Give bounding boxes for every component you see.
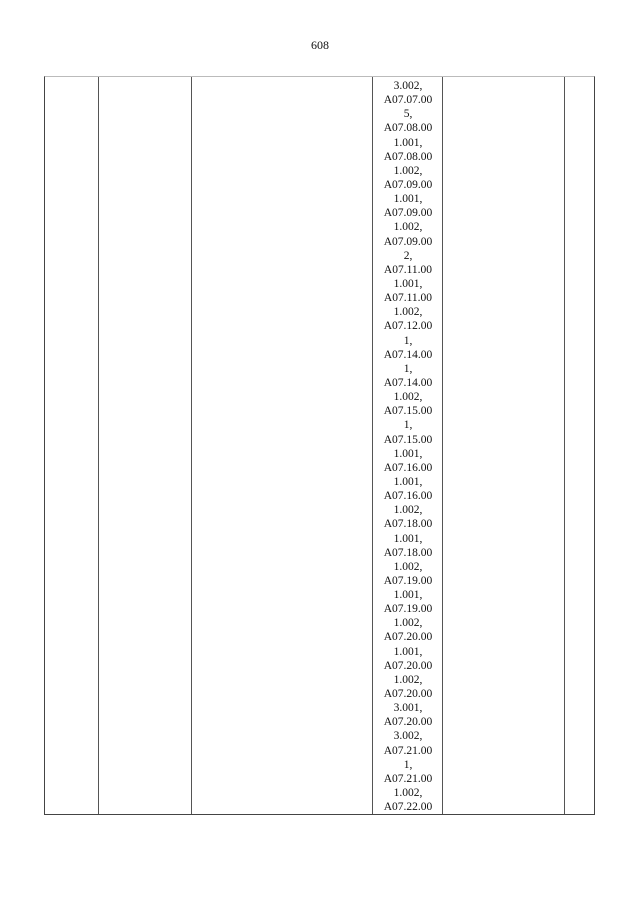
service-code-line: A07.09.00 (383, 178, 433, 191)
page-number: 608 (311, 38, 329, 52)
service-code-line: A07.16.00 (383, 461, 433, 474)
service-code-line: A07.11.00 (383, 292, 433, 305)
service-code-line: 1.002, (393, 787, 423, 800)
service-code-line: A07.08.00 (383, 122, 433, 135)
service-code-line: 1.001, (393, 645, 423, 658)
column-divider-1 (98, 77, 99, 814)
table-frame (44, 76, 595, 815)
service-code-line: 1.002, (393, 391, 423, 404)
service-code-line: A07.20.00 (383, 716, 433, 729)
column-divider-2 (191, 77, 192, 814)
service-code-line: A07.20.00 (383, 631, 433, 644)
service-code-line: A07.09.00 (383, 207, 433, 220)
service-code-line: 1.001, (393, 589, 423, 602)
column-divider-5 (564, 77, 565, 814)
service-code-line: 1.001, (393, 475, 423, 488)
service-code-line: A07.19.00 (383, 574, 433, 587)
service-code-line: A07.07.00 (383, 94, 433, 107)
service-code-line: 1.001, (393, 532, 423, 545)
service-code-line: 1.001, (393, 136, 423, 149)
service-code-line: 1.001, (393, 193, 423, 206)
service-code-line: 1.001, (393, 277, 423, 290)
service-code-line: 1.002, (393, 560, 423, 573)
service-code-line: A07.15.00 (383, 405, 433, 418)
service-code-line: A07.18.00 (383, 546, 433, 559)
service-code-line: A07.21.00 (383, 772, 433, 785)
service-code-line: 1, (403, 362, 413, 375)
column-divider-3 (372, 77, 373, 814)
service-code-line: A07.16.00 (383, 490, 433, 503)
service-code-line: 1, (403, 419, 413, 432)
service-code-line: A07.09.00 (383, 235, 433, 248)
service-code-line: A07.12.00 (383, 320, 433, 333)
service-code-line: 1.002, (393, 221, 423, 234)
service-codes-cell (374, 79, 442, 814)
service-code-line: 1.002, (393, 306, 423, 319)
service-code-line: A07.20.00 (383, 688, 433, 701)
column-divider-4 (442, 77, 443, 814)
service-code-line: A07.14.00 (383, 348, 433, 361)
service-code-line: A07.15.00 (383, 433, 433, 446)
service-code-line: 1.002, (393, 617, 423, 630)
service-code-line: 1, (403, 758, 413, 771)
service-code-line: A07.21.00 (383, 744, 433, 757)
service-code-line: 1.002, (393, 504, 423, 517)
service-code-line: 5, (403, 108, 413, 121)
service-code-line: A07.08.00 (383, 150, 433, 163)
service-code-line: 3.002, (393, 730, 423, 743)
service-code-line: 3.001, (393, 702, 423, 715)
service-code-line: A07.20.00 (383, 659, 433, 672)
service-code-line: A07.22.00 (383, 801, 433, 814)
service-code-line: 1.002, (393, 164, 423, 177)
service-code-line: A07.19.00 (383, 603, 433, 616)
service-code-line: A07.18.00 (383, 518, 433, 531)
service-code-line: 2, (403, 249, 413, 262)
service-code-line: A07.11.00 (383, 263, 433, 276)
service-code-line: 1.002, (393, 673, 423, 686)
service-code-line: 1, (403, 334, 413, 347)
service-code-line: 3.002, (393, 80, 423, 92)
service-code-line: 1.001, (393, 447, 423, 460)
service-code-line: A07.14.00 (383, 376, 433, 389)
